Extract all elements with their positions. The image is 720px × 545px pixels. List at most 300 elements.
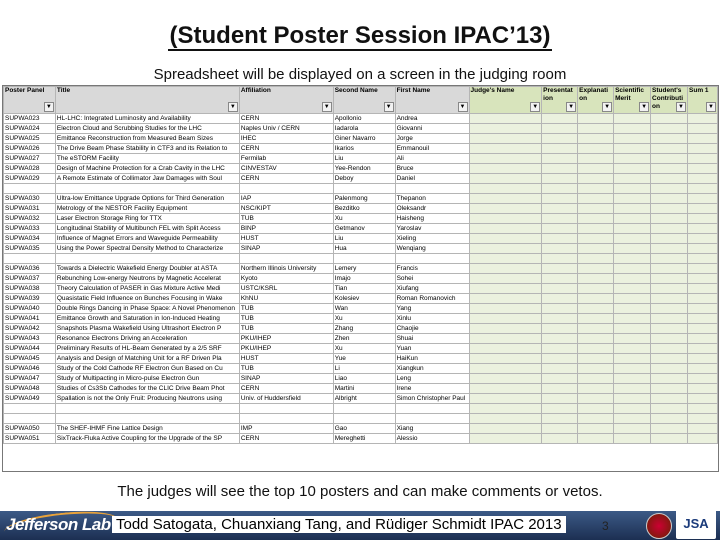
table-cell[interactable]: PKU/IHEP bbox=[239, 334, 333, 344]
table-cell[interactable]: Iadarola bbox=[333, 124, 395, 134]
table-cell[interactable] bbox=[651, 234, 688, 244]
table-cell[interactable]: CERN bbox=[239, 384, 333, 394]
table-cell[interactable]: The Drive Beam Phase Stability in CTF3 and its Relation to bbox=[55, 144, 239, 154]
table-cell[interactable]: Giner Navarro bbox=[333, 134, 395, 144]
table-cell[interactable] bbox=[578, 434, 614, 444]
table-cell[interactable] bbox=[578, 184, 614, 194]
table-cell[interactable]: IHEC bbox=[239, 134, 333, 144]
table-cell[interactable] bbox=[333, 404, 395, 414]
table-cell[interactable] bbox=[578, 294, 614, 304]
table-cell[interactable]: Analysis and Design of Matching Unit for a RF Driven Pla bbox=[55, 354, 239, 364]
table-cell[interactable] bbox=[542, 354, 578, 364]
table-cell[interactable]: Quasistatic Field Influence on Bunches Focusing in Wake bbox=[55, 294, 239, 304]
table-cell[interactable]: IMP bbox=[239, 424, 333, 434]
table-cell[interactable]: Imajo bbox=[333, 274, 395, 284]
table-cell[interactable] bbox=[688, 164, 718, 174]
table-row[interactable] bbox=[4, 224, 718, 234]
table-cell[interactable]: SUPWA045 bbox=[4, 354, 56, 364]
table-cell[interactable] bbox=[469, 134, 542, 144]
table-row[interactable] bbox=[4, 384, 718, 394]
table-cell[interactable] bbox=[688, 434, 718, 444]
table-cell[interactable]: Hua bbox=[333, 244, 395, 254]
table-cell[interactable] bbox=[542, 204, 578, 214]
table-cell[interactable] bbox=[614, 204, 651, 214]
table-cell[interactable]: Zhen bbox=[333, 334, 395, 344]
table-cell[interactable] bbox=[542, 194, 578, 204]
table-cell[interactable] bbox=[469, 194, 542, 204]
table-cell[interactable]: Shuai bbox=[395, 334, 469, 344]
table-cell[interactable] bbox=[651, 384, 688, 394]
table-cell[interactable] bbox=[688, 374, 718, 384]
table-cell[interactable] bbox=[542, 374, 578, 384]
table-cell[interactable] bbox=[469, 404, 542, 414]
filter-dropdown-icon[interactable]: ▼ bbox=[384, 102, 394, 112]
table-cell[interactable]: SINAP bbox=[239, 374, 333, 384]
table-cell[interactable]: PKU/IHEP bbox=[239, 344, 333, 354]
table-cell[interactable] bbox=[542, 334, 578, 344]
table-cell[interactable] bbox=[542, 154, 578, 164]
table-cell[interactable]: Emmanouil bbox=[395, 144, 469, 154]
table-cell[interactable] bbox=[542, 144, 578, 154]
table-cell[interactable]: SUPWA024 bbox=[4, 124, 56, 134]
table-cell[interactable] bbox=[614, 124, 651, 134]
table-cell[interactable]: Metrology of the NESTOR Facility Equipment bbox=[55, 204, 239, 214]
table-cell[interactable] bbox=[4, 254, 56, 264]
table-cell[interactable] bbox=[4, 404, 56, 414]
table-cell[interactable]: Preliminary Results of HL-Beam Generated by a 2/5 SRF bbox=[55, 344, 239, 354]
table-cell[interactable] bbox=[651, 314, 688, 324]
table-row[interactable] bbox=[4, 294, 718, 304]
table-cell[interactable] bbox=[395, 414, 469, 424]
table-cell[interactable] bbox=[614, 374, 651, 384]
table-cell[interactable] bbox=[542, 274, 578, 284]
table-cell[interactable] bbox=[688, 234, 718, 244]
table-cell[interactable]: SixTrack-Fluka Active Coupling for the Upgrade of the SP bbox=[55, 434, 239, 444]
table-cell[interactable] bbox=[651, 304, 688, 314]
table-cell[interactable]: Martini bbox=[333, 384, 395, 394]
table-cell[interactable]: SUPWA047 bbox=[4, 374, 56, 384]
table-cell[interactable]: USTC/KSRL bbox=[239, 284, 333, 294]
table-cell[interactable]: Wenqiang bbox=[395, 244, 469, 254]
table-cell[interactable] bbox=[578, 154, 614, 164]
table-cell[interactable]: Electron Cloud and Scrubbing Studies for the LHC bbox=[55, 124, 239, 134]
table-cell[interactable] bbox=[688, 274, 718, 284]
table-cell[interactable] bbox=[578, 114, 614, 124]
table-cell[interactable] bbox=[614, 304, 651, 314]
table-row[interactable] bbox=[4, 124, 718, 134]
table-cell[interactable] bbox=[542, 254, 578, 264]
table-cell[interactable]: Zhang bbox=[333, 324, 395, 334]
table-cell[interactable] bbox=[651, 124, 688, 134]
table-cell[interactable]: SUPWA035 bbox=[4, 244, 56, 254]
table-cell[interactable] bbox=[55, 184, 239, 194]
table-row[interactable] bbox=[4, 164, 718, 174]
table-cell[interactable] bbox=[688, 204, 718, 214]
table-cell[interactable]: Deboy bbox=[333, 174, 395, 184]
table-cell[interactable] bbox=[578, 364, 614, 374]
table-cell[interactable]: A Remote Estimate of Collimator Jaw Damages with Soul bbox=[55, 174, 239, 184]
table-cell[interactable] bbox=[542, 414, 578, 424]
table-row[interactable] bbox=[4, 344, 718, 354]
table-cell[interactable] bbox=[395, 404, 469, 414]
table-cell[interactable]: Leng bbox=[395, 374, 469, 384]
table-cell[interactable] bbox=[614, 244, 651, 254]
table-cell[interactable]: The eSTORM Facility bbox=[55, 154, 239, 164]
table-cell[interactable] bbox=[614, 364, 651, 374]
table-cell[interactable]: SUPWA037 bbox=[4, 274, 56, 284]
table-row[interactable] bbox=[4, 244, 718, 254]
table-cell[interactable]: CINVESTAV bbox=[239, 164, 333, 174]
table-cell[interactable] bbox=[239, 414, 333, 424]
table-cell[interactable] bbox=[614, 144, 651, 154]
table-cell[interactable] bbox=[614, 354, 651, 364]
filter-dropdown-icon[interactable]: ▼ bbox=[676, 102, 686, 112]
table-cell[interactable] bbox=[651, 174, 688, 184]
table-row[interactable] bbox=[4, 364, 718, 374]
table-cell[interactable]: Yee-Rendon bbox=[333, 164, 395, 174]
filter-dropdown-icon[interactable]: ▼ bbox=[566, 102, 576, 112]
table-cell[interactable]: Lemery bbox=[333, 264, 395, 274]
table-cell[interactable] bbox=[469, 354, 542, 364]
table-cell[interactable]: Influence of Magnet Errors and Waveguide Permeability bbox=[55, 234, 239, 244]
table-cell[interactable]: Ultra-low Emittance Upgrade Options for Third Generation bbox=[55, 194, 239, 204]
filter-dropdown-icon[interactable]: ▼ bbox=[458, 102, 468, 112]
table-cell[interactable] bbox=[688, 314, 718, 324]
table-cell[interactable] bbox=[578, 404, 614, 414]
filter-dropdown-icon[interactable]: ▼ bbox=[639, 102, 649, 112]
table-cell[interactable] bbox=[688, 254, 718, 264]
table-cell[interactable]: SUPWA049 bbox=[4, 394, 56, 404]
table-cell[interactable] bbox=[688, 244, 718, 254]
table-cell[interactable] bbox=[578, 324, 614, 334]
table-cell[interactable] bbox=[578, 204, 614, 214]
table-cell[interactable]: Yaroslav bbox=[395, 224, 469, 234]
table-cell[interactable] bbox=[688, 124, 718, 134]
filter-dropdown-icon[interactable]: ▼ bbox=[530, 102, 540, 112]
table-cell[interactable]: SUPWA040 bbox=[4, 304, 56, 314]
table-cell[interactable]: TUB bbox=[239, 314, 333, 324]
table-cell[interactable]: SUPWA027 bbox=[4, 154, 56, 164]
table-cell[interactable] bbox=[578, 134, 614, 144]
table-cell[interactable] bbox=[614, 264, 651, 274]
table-cell[interactable] bbox=[688, 134, 718, 144]
table-cell[interactable] bbox=[688, 214, 718, 224]
table-cell[interactable] bbox=[542, 244, 578, 254]
table-cell[interactable] bbox=[578, 414, 614, 424]
table-cell[interactable] bbox=[542, 434, 578, 444]
table-cell[interactable]: Irene bbox=[395, 384, 469, 394]
table-cell[interactable]: CERN bbox=[239, 434, 333, 444]
table-row[interactable] bbox=[4, 394, 718, 404]
table-cell[interactable] bbox=[578, 334, 614, 344]
table-cell[interactable]: Li bbox=[333, 364, 395, 374]
table-cell[interactable]: SUPWA050 bbox=[4, 424, 56, 434]
table-cell[interactable] bbox=[688, 294, 718, 304]
table-cell[interactable] bbox=[469, 304, 542, 314]
table-cell[interactable]: SUPWA033 bbox=[4, 224, 56, 234]
table-cell[interactable]: Xu bbox=[333, 314, 395, 324]
table-cell[interactable]: Design of Machine Protection for a Crab Cavity in the LHC bbox=[55, 164, 239, 174]
table-cell[interactable] bbox=[614, 424, 651, 434]
table-cell[interactable] bbox=[651, 184, 688, 194]
filter-dropdown-icon[interactable]: ▼ bbox=[228, 102, 238, 112]
table-cell[interactable]: Getmanov bbox=[333, 224, 395, 234]
table-cell[interactable] bbox=[614, 414, 651, 424]
table-cell[interactable] bbox=[578, 274, 614, 284]
table-cell[interactable] bbox=[395, 184, 469, 194]
table-row[interactable] bbox=[4, 144, 718, 154]
table-cell[interactable]: Snapshots Plasma Wakefield Using Ultrashort Electron P bbox=[55, 324, 239, 334]
table-cell[interactable] bbox=[578, 214, 614, 224]
table-cell[interactable] bbox=[542, 394, 578, 404]
table-cell[interactable] bbox=[578, 254, 614, 264]
table-cell[interactable] bbox=[469, 394, 542, 404]
table-cell[interactable]: SUPWA039 bbox=[4, 294, 56, 304]
table-row[interactable] bbox=[4, 274, 718, 284]
table-cell[interactable] bbox=[688, 414, 718, 424]
table-cell[interactable]: Study of the Cold Cathode RF Electron Gun Based on Cu bbox=[55, 364, 239, 374]
table-cell[interactable]: Gao bbox=[333, 424, 395, 434]
table-cell[interactable]: SUPWA028 bbox=[4, 164, 56, 174]
table-cell[interactable]: Xiangkun bbox=[395, 364, 469, 374]
table-cell[interactable] bbox=[614, 324, 651, 334]
table-cell[interactable] bbox=[614, 394, 651, 404]
table-cell[interactable] bbox=[469, 274, 542, 284]
table-cell[interactable] bbox=[578, 394, 614, 404]
table-cell[interactable] bbox=[469, 154, 542, 164]
table-cell[interactable] bbox=[651, 244, 688, 254]
table-cell[interactable]: Resonance Electrons Driving an Acceleration bbox=[55, 334, 239, 344]
filter-dropdown-icon[interactable]: ▼ bbox=[322, 102, 332, 112]
table-row[interactable] bbox=[4, 334, 718, 344]
table-cell[interactable] bbox=[651, 354, 688, 364]
table-cell[interactable] bbox=[614, 194, 651, 204]
table-row[interactable] bbox=[4, 434, 718, 444]
table-cell[interactable]: SUPWA026 bbox=[4, 144, 56, 154]
table-cell[interactable]: Alessio bbox=[395, 434, 469, 444]
table-cell[interactable] bbox=[614, 164, 651, 174]
table-cell[interactable] bbox=[578, 284, 614, 294]
table-cell[interactable]: SUPWA034 bbox=[4, 234, 56, 244]
table-cell[interactable] bbox=[688, 324, 718, 334]
table-cell[interactable]: TUB bbox=[239, 214, 333, 224]
table-cell[interactable] bbox=[55, 414, 239, 424]
table-cell[interactable]: Naples Univ / CERN bbox=[239, 124, 333, 134]
table-cell[interactable]: Giovanni bbox=[395, 124, 469, 134]
table-cell[interactable]: Chaojie bbox=[395, 324, 469, 334]
table-cell[interactable] bbox=[469, 204, 542, 214]
table-cell[interactable] bbox=[614, 114, 651, 124]
table-cell[interactable]: TUB bbox=[239, 364, 333, 374]
table-cell[interactable]: Daniel bbox=[395, 174, 469, 184]
table-cell[interactable]: Mereghetti bbox=[333, 434, 395, 444]
table-cell[interactable]: Yue bbox=[333, 354, 395, 364]
table-cell[interactable]: BINP bbox=[239, 224, 333, 234]
table-cell[interactable] bbox=[333, 254, 395, 264]
table-cell[interactable] bbox=[469, 424, 542, 434]
table-cell[interactable]: IAP bbox=[239, 194, 333, 204]
table-row[interactable] bbox=[4, 314, 718, 324]
table-cell[interactable]: Tian bbox=[333, 284, 395, 294]
table-row[interactable] bbox=[4, 194, 718, 204]
table-row[interactable] bbox=[4, 154, 718, 164]
table-row[interactable] bbox=[4, 324, 718, 334]
table-cell[interactable] bbox=[614, 334, 651, 344]
table-cell[interactable] bbox=[578, 384, 614, 394]
table-cell[interactable] bbox=[651, 134, 688, 144]
table-cell[interactable] bbox=[651, 214, 688, 224]
table-cell[interactable]: Studies of Cs3Sb Cathodes for the CLIC Drive Beam Phot bbox=[55, 384, 239, 394]
table-cell[interactable]: Roman Romanovich bbox=[395, 294, 469, 304]
table-cell[interactable] bbox=[651, 414, 688, 424]
table-cell[interactable] bbox=[542, 124, 578, 134]
table-cell[interactable] bbox=[688, 424, 718, 434]
table-cell[interactable]: Rebunching Low-energy Neutrons by Magnetic Accelerat bbox=[55, 274, 239, 284]
table-cell[interactable] bbox=[578, 304, 614, 314]
table-cell[interactable] bbox=[688, 284, 718, 294]
table-row[interactable] bbox=[4, 354, 718, 364]
table-cell[interactable] bbox=[542, 184, 578, 194]
table-cell[interactable]: HUST bbox=[239, 234, 333, 244]
table-cell[interactable] bbox=[614, 214, 651, 224]
table-row[interactable] bbox=[4, 234, 718, 244]
table-cell[interactable]: Wan bbox=[333, 304, 395, 314]
table-cell[interactable] bbox=[469, 384, 542, 394]
table-cell[interactable]: Yang bbox=[395, 304, 469, 314]
table-cell[interactable] bbox=[469, 224, 542, 234]
filter-dropdown-icon[interactable]: ▼ bbox=[706, 102, 716, 112]
table-cell[interactable]: Jorge bbox=[395, 134, 469, 144]
table-cell[interactable] bbox=[542, 344, 578, 354]
table-cell[interactable]: Towards a Dielectric Wakefield Energy Doubler at ASTA bbox=[55, 264, 239, 274]
table-cell[interactable] bbox=[614, 234, 651, 244]
table-cell[interactable]: SUPWA048 bbox=[4, 384, 56, 394]
table-cell[interactable]: Haisheng bbox=[395, 214, 469, 224]
table-cell[interactable] bbox=[651, 164, 688, 174]
table-cell[interactable]: SUPWA032 bbox=[4, 214, 56, 224]
table-cell[interactable] bbox=[688, 304, 718, 314]
table-cell[interactable] bbox=[651, 404, 688, 414]
table-cell[interactable] bbox=[469, 174, 542, 184]
table-cell[interactable]: KhNU bbox=[239, 294, 333, 304]
table-cell[interactable] bbox=[542, 224, 578, 234]
table-cell[interactable] bbox=[542, 214, 578, 224]
table-cell[interactable]: CERN bbox=[239, 144, 333, 154]
table-cell[interactable]: CERN bbox=[239, 174, 333, 184]
table-cell[interactable] bbox=[542, 114, 578, 124]
table-cell[interactable] bbox=[542, 264, 578, 274]
table-cell[interactable] bbox=[578, 144, 614, 154]
table-cell[interactable] bbox=[4, 184, 56, 194]
table-cell[interactable] bbox=[469, 244, 542, 254]
table-cell[interactable]: Andrea bbox=[395, 114, 469, 124]
table-cell[interactable] bbox=[651, 284, 688, 294]
table-cell[interactable]: HL-LHC: Integrated Luminosity and Availability bbox=[55, 114, 239, 124]
table-cell[interactable]: Ikarios bbox=[333, 144, 395, 154]
table-cell[interactable] bbox=[469, 334, 542, 344]
table-cell[interactable] bbox=[651, 264, 688, 274]
table-cell[interactable] bbox=[239, 404, 333, 414]
table-cell[interactable] bbox=[688, 114, 718, 124]
table-cell[interactable] bbox=[542, 384, 578, 394]
table-cell[interactable]: SUPWA029 bbox=[4, 174, 56, 184]
table-cell[interactable]: SUPWA036 bbox=[4, 264, 56, 274]
table-cell[interactable] bbox=[578, 174, 614, 184]
table-row[interactable] bbox=[4, 374, 718, 384]
table-cell[interactable] bbox=[542, 174, 578, 184]
table-cell[interactable]: Kyoto bbox=[239, 274, 333, 284]
spreadsheet[interactable] bbox=[2, 85, 719, 472]
table-cell[interactable] bbox=[651, 324, 688, 334]
table-cell[interactable]: Spallation is not the Only Fruit: Producing Neutrons using bbox=[55, 394, 239, 404]
table-cell[interactable]: Fermilab bbox=[239, 154, 333, 164]
table-cell[interactable] bbox=[651, 334, 688, 344]
table-cell[interactable] bbox=[651, 274, 688, 284]
table-cell[interactable] bbox=[688, 364, 718, 374]
table-cell[interactable] bbox=[542, 314, 578, 324]
table-cell[interactable]: SUPWA023 bbox=[4, 114, 56, 124]
table-cell[interactable]: SUPWA043 bbox=[4, 334, 56, 344]
table-cell[interactable]: SINAP bbox=[239, 244, 333, 254]
table-cell[interactable] bbox=[542, 284, 578, 294]
table-cell[interactable]: SUPWA046 bbox=[4, 364, 56, 374]
table-cell[interactable] bbox=[688, 144, 718, 154]
table-cell[interactable]: Bruce bbox=[395, 164, 469, 174]
table-cell[interactable] bbox=[578, 424, 614, 434]
table-cell[interactable] bbox=[651, 344, 688, 354]
table-cell[interactable] bbox=[469, 344, 542, 354]
table-cell[interactable] bbox=[614, 254, 651, 264]
table-cell[interactable] bbox=[614, 344, 651, 354]
table-row[interactable] bbox=[4, 424, 718, 434]
table-cell[interactable] bbox=[688, 184, 718, 194]
table-cell[interactable] bbox=[542, 404, 578, 414]
table-cell[interactable] bbox=[469, 294, 542, 304]
table-cell[interactable] bbox=[395, 254, 469, 264]
table-cell[interactable] bbox=[688, 354, 718, 364]
table-row[interactable] bbox=[4, 134, 718, 144]
table-cell[interactable]: Ali bbox=[395, 154, 469, 164]
table-cell[interactable]: Bezditko bbox=[333, 204, 395, 214]
table-cell[interactable] bbox=[469, 114, 542, 124]
table-cell[interactable] bbox=[651, 434, 688, 444]
table-cell[interactable]: Sohei bbox=[395, 274, 469, 284]
table-cell[interactable]: Longitudinal Stability of Multibunch FEL with Split Access bbox=[55, 224, 239, 234]
table-cell[interactable] bbox=[578, 344, 614, 354]
table-cell[interactable] bbox=[469, 364, 542, 374]
table-cell[interactable] bbox=[614, 134, 651, 144]
table-cell[interactable]: Apollonio bbox=[333, 114, 395, 124]
table-cell[interactable] bbox=[469, 214, 542, 224]
table-cell[interactable] bbox=[542, 424, 578, 434]
table-row[interactable] bbox=[4, 264, 718, 274]
table-cell[interactable] bbox=[614, 434, 651, 444]
table-cell[interactable] bbox=[578, 164, 614, 174]
table-cell[interactable] bbox=[578, 354, 614, 364]
table-cell[interactable]: Double Rings Dancing in Phase Space: A Novel Phenomenon bbox=[55, 304, 239, 314]
table-cell[interactable]: Liao bbox=[333, 374, 395, 384]
table-row[interactable] bbox=[4, 174, 718, 184]
table-cell[interactable]: Univ. of Huddersfield bbox=[239, 394, 333, 404]
table-cell[interactable] bbox=[469, 324, 542, 334]
table-cell[interactable] bbox=[651, 394, 688, 404]
table-cell[interactable]: SUPWA051 bbox=[4, 434, 56, 444]
table-cell[interactable]: HaiKun bbox=[395, 354, 469, 364]
table-cell[interactable] bbox=[578, 244, 614, 254]
table-cell[interactable] bbox=[688, 174, 718, 184]
table-cell[interactable] bbox=[688, 194, 718, 204]
table-cell[interactable]: Emittance Reconstruction from Measured Beam Sizes bbox=[55, 134, 239, 144]
